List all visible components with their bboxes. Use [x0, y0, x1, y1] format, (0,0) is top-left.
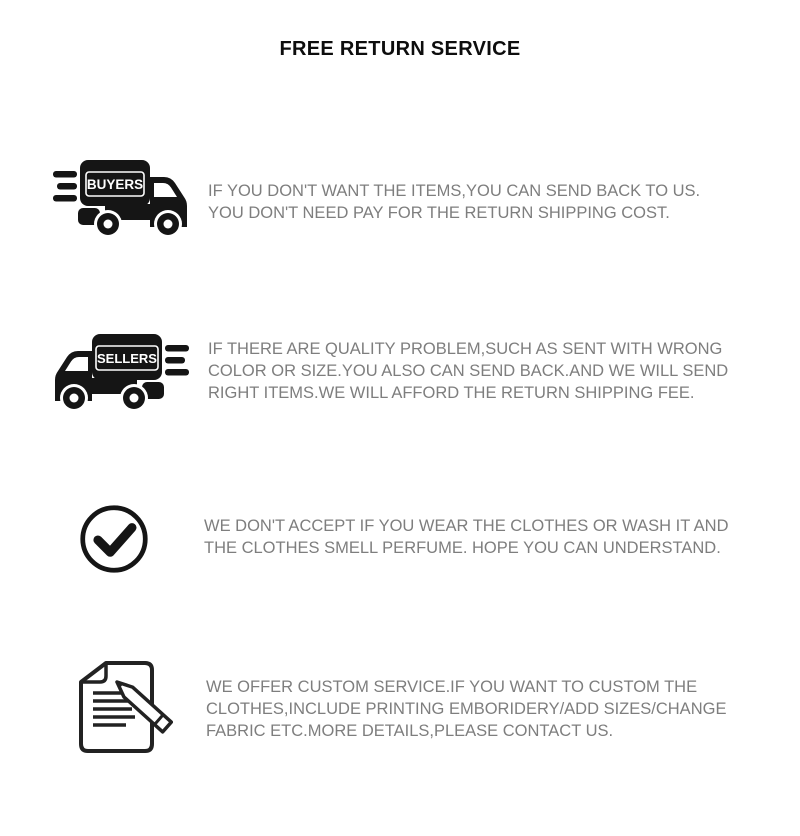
buyers-label: BUYERS — [86, 177, 144, 192]
text-line: COLOR OR SIZE.YOU ALSO CAN SEND BACK.AND WE WILL SEND — [208, 362, 729, 380]
document-pencil-icon — [78, 657, 173, 757]
sellers-service-text — [208, 338, 728, 404]
truck-left-graphic — [52, 330, 192, 416]
truck-right-graphic — [50, 156, 190, 242]
text-line: CLOTHES,INCLUDE PRINTING EMBORIDERY/ADD SIZES/CHANGE — [206, 700, 727, 718]
text-line: IF YOU DON'T WANT THE ITEMS,YOU CAN SEND BACK TO US. — [208, 182, 701, 200]
sellers-truck-icon — [52, 330, 192, 416]
sellers-label: SELLERS — [97, 351, 157, 366]
buyers-truck-icon — [50, 156, 190, 242]
condition-service-text — [204, 515, 729, 559]
buyers-service-text — [208, 180, 700, 224]
text-line: FABRIC ETC.MORE DETAILS,PLEASE CONTACT US. — [206, 722, 614, 740]
text-line: THE CLOTHES SMELL PERFUME. HOPE YOU CAN UNDERSTAND. — [204, 539, 721, 557]
check-circle-icon — [78, 503, 150, 575]
text-line: WE OFFER CUSTOM SERVICE.IF YOU WANT TO CUSTOM THE — [206, 678, 698, 696]
text-line: YOU DON'T NEED PAY FOR THE RETURN SHIPPING COST. — [208, 204, 670, 222]
custom-service-text — [206, 676, 726, 742]
text-line: RIGHT ITEMS.WE WILL AFFORD THE RETURN SHIPPING FEE. — [208, 384, 695, 402]
text-line: WE DON'T ACCEPT IF YOU WEAR THE CLOTHES OR WASH IT AND — [204, 517, 729, 535]
checkmark-graphic — [78, 503, 150, 575]
page-title: FREE RETURN SERVICE — [279, 38, 521, 60]
text-line: IF THERE ARE QUALITY PROBLEM,SUCH AS SENT WITH WRONG — [208, 340, 723, 358]
custom-order-graphic — [78, 657, 173, 757]
